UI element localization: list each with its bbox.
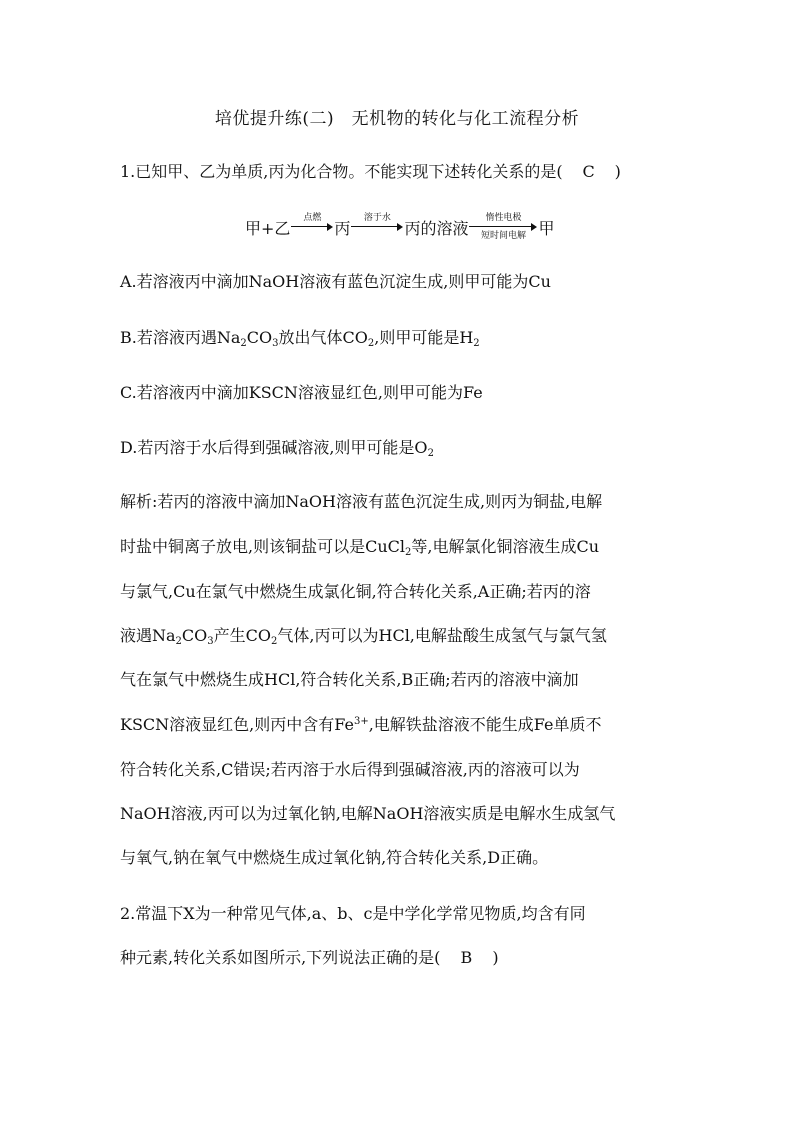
scheme-product: 甲 [538,218,555,238]
page-title: 培优提升练(二) 无机物的转化与化工流程分析 [214,109,580,129]
scheme-reactants: 甲+乙 [245,218,291,238]
explanation-line: 时盐中铜离子放电,则该铜盐可以是CuCl$_2$等,电解氯化铜溶液生成Cu [120,537,600,558]
explanation-line: NaOH溶液,丙可以为过氧化钠,电解NaOH溶液实质是电解水生成氢气 [120,804,616,823]
explanation-line: KSCN溶液显红色,则丙中含有$Fe^{3+}$,电解铁盐溶液不能生成Fe单质不 [120,715,602,734]
explanation-line: 与氯气,Cu在氯气中燃烧生成氯化铜,符合转化关系,A正确;若丙的溶 [120,582,591,601]
conversion-scheme [245,212,554,242]
scheme-solution: 丙的溶液 [404,218,469,238]
explanation-line: 符合转化关系,C错误;若丙溶于水后得到强碱溶液,丙的溶液可以为 [120,760,580,779]
arrow-dissolve: 溶于水 [351,213,403,241]
arrow-right-icon [469,223,537,231]
arrow-ignite: 点燃 [291,213,333,241]
option-d: D.若丙溶于水后得到强碱溶液,则甲可能是$O_2$ [120,438,434,459]
question-1-stem: 1.已知甲、乙为单质,丙为化合物。不能实现下述转化关系的是( C ) [120,160,621,184]
option-a: A.若溶液丙中滴加NaOH溶液有蓝色沉淀生成,则甲可能为Cu [120,272,551,291]
explanation-line: 解析:若丙的溶液中滴加NaOH溶液有蓝色沉淀生成,则丙为铜盐,电解 [120,492,603,511]
arrow-right-icon [291,223,333,231]
option-c: C.若溶液丙中滴加KSCN溶液显红色,则甲可能为Fe [120,383,483,402]
arrow-right-icon [351,223,403,231]
question-2-line-2: 种元素,转化关系如图所示,下列说法正确的是( B ) [120,946,499,970]
question-1-answer: C [582,162,595,181]
arrow-electrolysis: 惰性电极 短时间电解 [469,213,537,241]
question-2-line-1: 2.常温下X为一种常见气体,a、b、c是中学化学常见物质,均含有同 [120,904,586,923]
explanation-line: 液遇$Na_2CO_3$产生$CO_2$气体,丙可以为HCl,电解盐酸生成氢气与氯气氢 [120,626,607,647]
explanation-line: 气在氯气中燃烧生成HCl,符合转化关系,B正确;若丙的溶液中滴加 [120,670,579,689]
explanation-line: 与氧气,钠在氧气中燃烧生成过氧化钠,符合转化关系,D正确。 [120,848,549,867]
scheme-compound: 丙 [334,218,351,238]
question-2-answer: B [460,948,473,967]
option-b: B.若溶液丙遇$Na_2CO_3$放出气体$CO_2$,则甲可能是$H_2$ [120,328,480,349]
